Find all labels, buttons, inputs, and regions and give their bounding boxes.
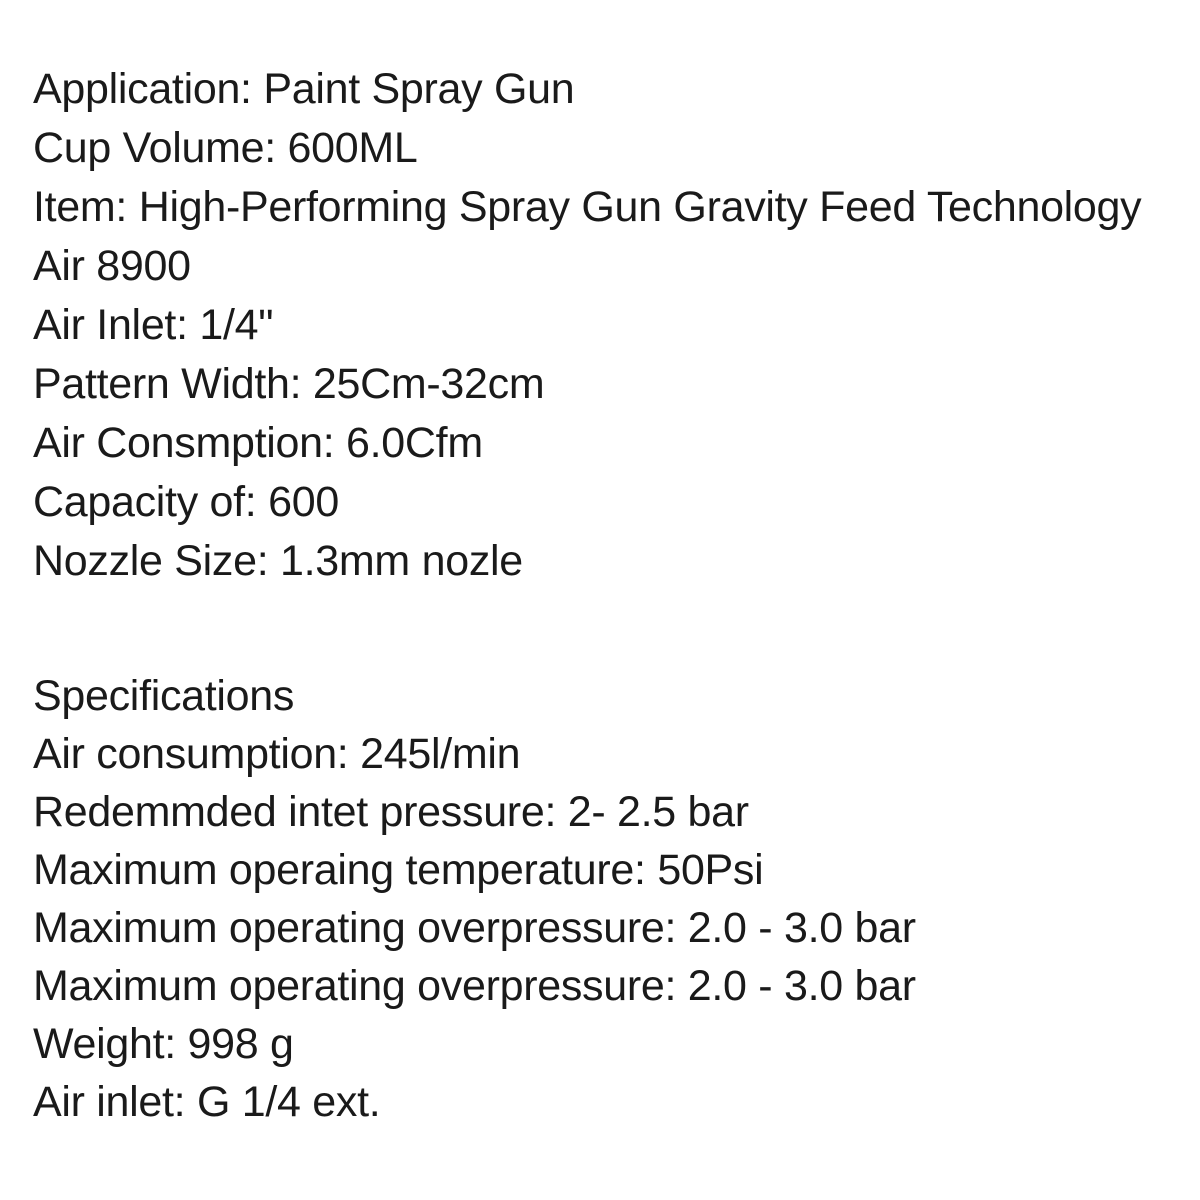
- spec-inlet-pressure: Redemmded intet pressure: 2- 2.5 bar: [33, 788, 749, 836]
- item-line: Item: High-Performing Spray Gun Gravity Feed Technology: [33, 183, 1142, 231]
- spec-air-inlet: Air inlet: G 1/4 ext.: [33, 1078, 381, 1126]
- spec-max-overpressure-repeat: Maximum operating overpressure: 2.0 - 3.0 bar: [33, 962, 916, 1010]
- spec-max-temperature: Maximum operaing temperature: 50Psi: [33, 846, 764, 894]
- specifications-heading: Specifications: [33, 672, 295, 720]
- item-line-continued: Air 8900: [33, 242, 191, 290]
- spec-air-consumption: Air consumption: 245l/min: [33, 730, 521, 778]
- nozzle-size-line: Nozzle Size: 1.3mm nozle: [33, 537, 523, 585]
- capacity-line: Capacity of: 600: [33, 478, 339, 526]
- air-consumption-line: Air Consmption: 6.0Cfm: [33, 419, 483, 467]
- spec-sheet: [33, 60, 1193, 1131]
- spec-weight: Weight: 998 g: [33, 1020, 294, 1068]
- spec-max-overpressure: Maximum operating overpressure: 2.0 - 3.0 bar: [33, 904, 916, 952]
- air-inlet-line: Air Inlet: 1/4": [33, 301, 274, 349]
- cup-volume-line: Cup Volume: 600ML: [33, 124, 418, 172]
- application-line: Application: Paint Spray Gun: [33, 65, 575, 113]
- section-spacer: [33, 591, 1193, 667]
- pattern-width-line: Pattern Width: 25Cm-32cm: [33, 360, 545, 408]
